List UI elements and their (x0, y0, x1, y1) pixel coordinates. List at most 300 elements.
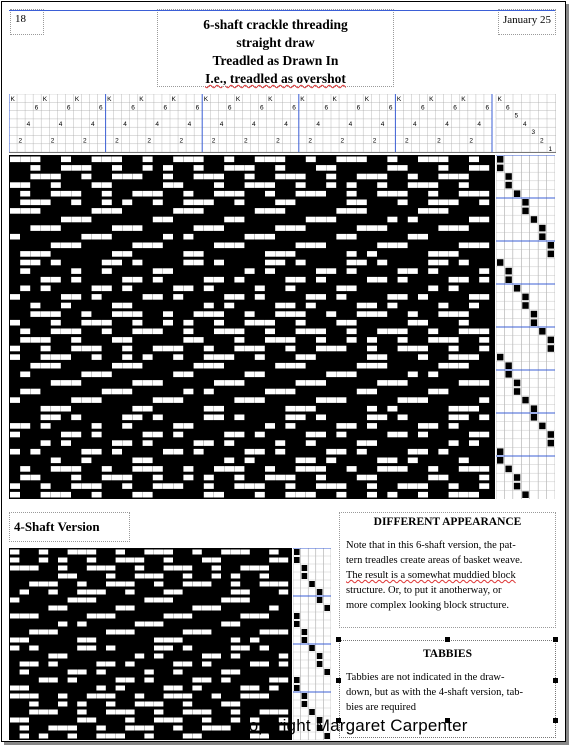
weave-cell (154, 702, 163, 707)
weave-cell (240, 598, 249, 603)
threading-mark: 4 (219, 120, 224, 128)
weave-cell (306, 354, 316, 360)
weave-cell (275, 200, 285, 206)
treadle-mark (294, 557, 300, 563)
weave-cell (459, 182, 469, 188)
weave-cell (479, 243, 489, 249)
weave-cell (10, 182, 20, 188)
weave-cell (377, 174, 387, 180)
treadle-mark (514, 483, 520, 490)
weave-cell (10, 492, 20, 498)
treadle-mark (294, 549, 300, 555)
weave-cell (10, 346, 20, 352)
weave-cell (41, 286, 51, 292)
weave-cell (10, 686, 19, 691)
weave-cell (387, 492, 397, 498)
weave-cell (204, 483, 214, 489)
weave-cell (132, 277, 142, 283)
title-line-2: straight draw (236, 35, 315, 50)
treadle-mark (497, 165, 503, 172)
weave-cell (234, 483, 244, 489)
weave-cell (479, 397, 489, 403)
weave-cell (51, 243, 61, 249)
tabbies-line-2: down, but as with the 4-shaft version, tab- (346, 687, 524, 698)
weave-cell (48, 606, 57, 611)
weave-cell (116, 606, 125, 611)
weave-cell (132, 466, 142, 472)
weave-cell (163, 182, 173, 188)
weave-cell (250, 686, 259, 691)
weave-cell (202, 718, 211, 723)
treadle-mark (514, 190, 520, 197)
threading-mark: 4 (123, 120, 127, 128)
weave-cell (275, 475, 285, 481)
weave-cell (20, 670, 29, 675)
weave-cell (260, 646, 269, 651)
weave-cell (116, 582, 125, 587)
weave-cell (20, 268, 30, 274)
weave-cell (102, 320, 112, 326)
weave-cell (438, 260, 448, 266)
weave-cell (367, 277, 377, 283)
weave-cell (92, 346, 102, 352)
weave-cell (51, 311, 61, 317)
weave-cell (224, 329, 234, 335)
treadle-mark (309, 581, 315, 587)
weave-cell (71, 432, 81, 438)
weave-cell (81, 174, 91, 180)
weave-cell (29, 646, 38, 651)
weave-cell (240, 686, 249, 691)
weave-cell (269, 582, 278, 587)
weave-cell (112, 165, 122, 171)
weave-cell (61, 294, 71, 300)
weave-cell (192, 630, 201, 635)
weave-cell (316, 191, 326, 197)
weave-cell (135, 702, 144, 707)
weave-cell (112, 440, 122, 446)
weave-cell (214, 415, 224, 421)
weave-cell (71, 268, 81, 274)
tabbies-line-3: bies are required (346, 702, 416, 713)
weave-cell (306, 380, 316, 386)
weave-cell (285, 389, 295, 395)
weave-cell (132, 329, 142, 335)
threading-mark: K (396, 96, 402, 103)
weave-cell (387, 432, 397, 438)
weave-cell (122, 423, 132, 429)
weave-cell (224, 432, 234, 438)
weave-cell (306, 243, 316, 249)
weave-cell (336, 432, 346, 438)
weave-cell (269, 630, 278, 635)
weave-cell (77, 590, 86, 595)
weave-cell (231, 622, 240, 627)
weave-cell (245, 483, 255, 489)
weave-cell (143, 354, 153, 360)
weave-cell (122, 277, 132, 283)
weave-cell (41, 492, 51, 498)
threading-mark: 6 (421, 104, 425, 112)
weave-cell (122, 389, 132, 395)
weave-cell (122, 475, 132, 481)
threading-mark: 2 (179, 137, 184, 145)
weave-cell (387, 406, 397, 412)
treadle-mark (539, 225, 545, 232)
weave-cell (61, 492, 71, 498)
selection-handle-mr[interactable] (553, 678, 558, 683)
weave-cell (132, 311, 142, 317)
weave-cell (285, 415, 295, 421)
weave-cell (398, 380, 408, 386)
weave-cell (469, 492, 479, 498)
weave-cell (285, 475, 295, 481)
weave-cell (224, 294, 234, 300)
weave-cell (214, 466, 224, 472)
weave-cell (240, 614, 249, 619)
weave-cell (279, 582, 288, 587)
weave-cell (204, 492, 214, 498)
weave-cell (202, 678, 211, 683)
weave-cell (234, 432, 244, 438)
weave-cell (192, 606, 201, 611)
weave-cell (106, 574, 115, 579)
treadle-mark (505, 268, 511, 275)
weave-cell (194, 200, 204, 206)
weave-cell (418, 397, 428, 403)
weave-cell (398, 483, 408, 489)
weave-cell (428, 466, 438, 472)
weave-cell (296, 225, 306, 231)
weave-cell (61, 432, 71, 438)
weave-cell (112, 260, 122, 266)
selection-handle-ml[interactable] (336, 678, 341, 683)
weave-cell (245, 320, 255, 326)
weave-cell (336, 294, 346, 300)
weave-cell (377, 354, 387, 360)
weave-cell (122, 415, 132, 421)
weave-cell (125, 710, 134, 715)
weave-cell (143, 165, 153, 171)
weave-cell (367, 354, 377, 360)
weave-cell (469, 243, 479, 249)
different-appearance-heading: DIFFERENT APPEARANCE (373, 516, 522, 528)
weave-cell (71, 165, 81, 171)
weave-cell (92, 182, 102, 188)
weave-cell (214, 320, 224, 326)
weave-cell (357, 200, 367, 206)
weave-cell (212, 558, 221, 563)
weave-cell (183, 475, 193, 481)
weave-cell (112, 303, 122, 309)
weave-cell (51, 329, 61, 335)
weave-cell (212, 574, 221, 579)
weave-cell (132, 363, 142, 369)
weave-cell (357, 311, 367, 317)
weave-cell (250, 614, 259, 619)
weave-cell (224, 458, 234, 464)
weave-cell (194, 449, 204, 455)
weave-cell (316, 466, 326, 472)
weave-cell (173, 208, 183, 214)
treadle-mark (294, 677, 300, 683)
treadle-mark (514, 388, 520, 395)
weave-cell (459, 320, 469, 326)
weave-cell (10, 208, 20, 214)
weave-cell (48, 630, 57, 635)
weave-cell (285, 251, 295, 257)
weave-cell (398, 397, 408, 403)
weave-cell (154, 598, 163, 603)
weave-cell (48, 710, 57, 715)
weave-cell (81, 311, 91, 317)
different-appearance-line-3: The result is a somewhat muddied block (346, 570, 516, 581)
treadle-mark (522, 208, 528, 215)
weave-cell (154, 582, 163, 587)
weave-cell (285, 363, 295, 369)
weave-cell (469, 440, 479, 446)
weave-cell (122, 363, 132, 369)
threading-mark: 4 (26, 120, 31, 128)
weave-cell (459, 243, 469, 249)
weave-cell (316, 165, 326, 171)
weave-cell (39, 582, 48, 587)
weave-cell (367, 337, 377, 343)
weave-cell (153, 432, 163, 438)
threading-mark: 4 (413, 120, 417, 128)
weave-cell (41, 440, 51, 446)
weave-cell (224, 243, 234, 249)
weave-cell (144, 550, 153, 555)
weave-cell (408, 182, 418, 188)
threading-mark: K (332, 96, 337, 103)
weave-cell (39, 678, 48, 683)
weave-cell (135, 574, 144, 579)
weave-cell (30, 389, 40, 395)
weave-cell (275, 449, 285, 455)
weave-cell (122, 346, 132, 352)
weave-cell (459, 354, 469, 360)
weave-cell (51, 363, 61, 369)
treadle-mark (522, 199, 528, 206)
weave-cell (122, 225, 132, 231)
weave-cell (326, 346, 336, 352)
weave-cell (224, 157, 234, 163)
weave-cell (336, 449, 346, 455)
threading-mark: 2 (82, 137, 87, 145)
threading-mark: K (235, 96, 241, 103)
weave-cell (39, 710, 48, 715)
weave-cell (183, 466, 193, 472)
weave-cell (398, 337, 408, 343)
weave-cell (144, 670, 153, 675)
weave-cell (20, 694, 29, 699)
weave-cell (285, 225, 295, 231)
weave-cell (202, 654, 211, 659)
weave-cell (479, 165, 489, 171)
weave-cell (143, 191, 153, 197)
weave-cell (194, 363, 204, 369)
weave-cell (316, 329, 326, 335)
different-appearance-line-1: Note that in this 6-shaft version, the pat- (346, 540, 516, 551)
weave-cell (367, 492, 377, 498)
weave-cell (285, 311, 295, 317)
weave-cell (438, 363, 448, 369)
weave-cell (106, 702, 115, 707)
weave-cell (285, 337, 295, 343)
weave-cell (260, 574, 269, 579)
weave-cell (153, 217, 163, 223)
weave-cell (112, 389, 122, 395)
weave-cell (51, 277, 61, 283)
weave-cell (221, 726, 230, 731)
weave-cell (479, 191, 489, 197)
weave-cell (71, 243, 81, 249)
weave-cell (275, 225, 285, 231)
threading-mark: K (268, 96, 273, 103)
treadle-mark (497, 259, 503, 266)
weave-cell (92, 157, 102, 163)
treadle-mark (539, 423, 545, 430)
weave-cell (164, 646, 173, 651)
weave-cell (183, 286, 193, 292)
weave-cell (418, 432, 428, 438)
treadle-mark (522, 294, 528, 301)
weave-cell (418, 492, 428, 498)
weave-cell (81, 234, 91, 240)
weave-cell (449, 440, 459, 446)
threading-mark: 2 (308, 137, 312, 145)
weave-cell (61, 466, 71, 472)
selection-handle-tl[interactable] (336, 637, 341, 642)
weave-cell (71, 483, 81, 489)
weave-cell (459, 466, 469, 472)
weave-cell (154, 622, 163, 627)
weave-cell (92, 208, 102, 214)
weave-cell (183, 234, 193, 240)
weave-cell (77, 582, 86, 587)
weave-cell (438, 311, 448, 317)
weave-cell (459, 225, 469, 231)
weave-cell (367, 475, 377, 481)
weave-cell (10, 614, 19, 619)
weave-cell (296, 191, 306, 197)
weave-cell (106, 582, 115, 587)
weave-cell (143, 432, 153, 438)
weave-cell (183, 200, 193, 206)
weave-cell (122, 311, 132, 317)
weave-cell (183, 260, 193, 266)
tabbies-heading: TABBIES (422, 648, 472, 660)
selection-handle-tr[interactable] (553, 637, 558, 642)
weave-cell (408, 372, 418, 378)
weave-cell (265, 475, 275, 481)
different-appearance-line-4: structure. Or, to put it anotherway, or (346, 585, 502, 596)
weave-cell (357, 208, 367, 214)
weave-cell (418, 294, 428, 300)
weave-cell (469, 380, 479, 386)
weave-cell (92, 286, 102, 292)
threading-draft (9, 94, 556, 154)
weave-cell (68, 670, 77, 675)
weave-cell (398, 346, 408, 352)
weave-cell (87, 566, 96, 571)
weave-cell (163, 483, 173, 489)
weave-cell (296, 466, 306, 472)
weave-cell (214, 225, 224, 231)
weave-cell (102, 191, 112, 197)
weave-cell (51, 225, 61, 231)
weave-cell (479, 217, 489, 223)
weave-cell (61, 303, 71, 309)
weave-cell (183, 694, 192, 699)
weave-cell (81, 397, 91, 403)
weave-cell (144, 574, 153, 579)
weave-cell (367, 251, 377, 257)
weave-cell (296, 492, 306, 498)
weave-cell (135, 622, 144, 627)
weave-cell (336, 397, 346, 403)
weave-cell (316, 243, 326, 249)
weave-cell (41, 423, 51, 429)
weave-cell (234, 337, 244, 343)
weave-cell (102, 200, 112, 206)
weave-cell (96, 590, 105, 595)
selection-handle-tm[interactable] (445, 637, 450, 642)
weave-cell (77, 550, 86, 555)
selection-handle-br[interactable] (553, 718, 558, 723)
weave-cell (459, 492, 469, 498)
weave-cell (275, 251, 285, 257)
weave-cell (194, 208, 204, 214)
weave-cell (326, 397, 336, 403)
weave-cell (204, 389, 214, 395)
weave-cell (10, 558, 19, 563)
weave-cell (377, 466, 387, 472)
weave-cell (192, 686, 201, 691)
weave-cell (224, 165, 234, 171)
treadle-mark (531, 405, 537, 412)
weave-cell (153, 277, 163, 283)
weave-cell (269, 686, 278, 691)
weave-cell (202, 558, 211, 563)
weave-cell (132, 320, 142, 326)
weave-cell (183, 389, 193, 395)
section-title-4-shaft (9, 512, 130, 542)
weave-cell (377, 277, 387, 283)
threading-mark: 5 (514, 112, 519, 120)
weave-cell (10, 638, 19, 643)
weave-cell (408, 397, 418, 403)
weave-cell (265, 191, 275, 197)
weave-cell (296, 320, 306, 326)
weave-cell (326, 483, 336, 489)
weave-cell (153, 346, 163, 352)
weave-cell (449, 363, 459, 369)
weave-cell (122, 440, 132, 446)
weave-cell (153, 268, 163, 274)
threading-mark: 6 (260, 104, 264, 112)
weave-cell (41, 174, 51, 180)
weave-cell (132, 458, 142, 464)
treadle-mark (531, 319, 537, 326)
weave-cell (71, 397, 81, 403)
weave-cell (255, 182, 265, 188)
weave-cell (275, 174, 285, 180)
weave-cell (51, 260, 61, 266)
weave-cell (367, 311, 377, 317)
weave-cell (245, 234, 255, 240)
